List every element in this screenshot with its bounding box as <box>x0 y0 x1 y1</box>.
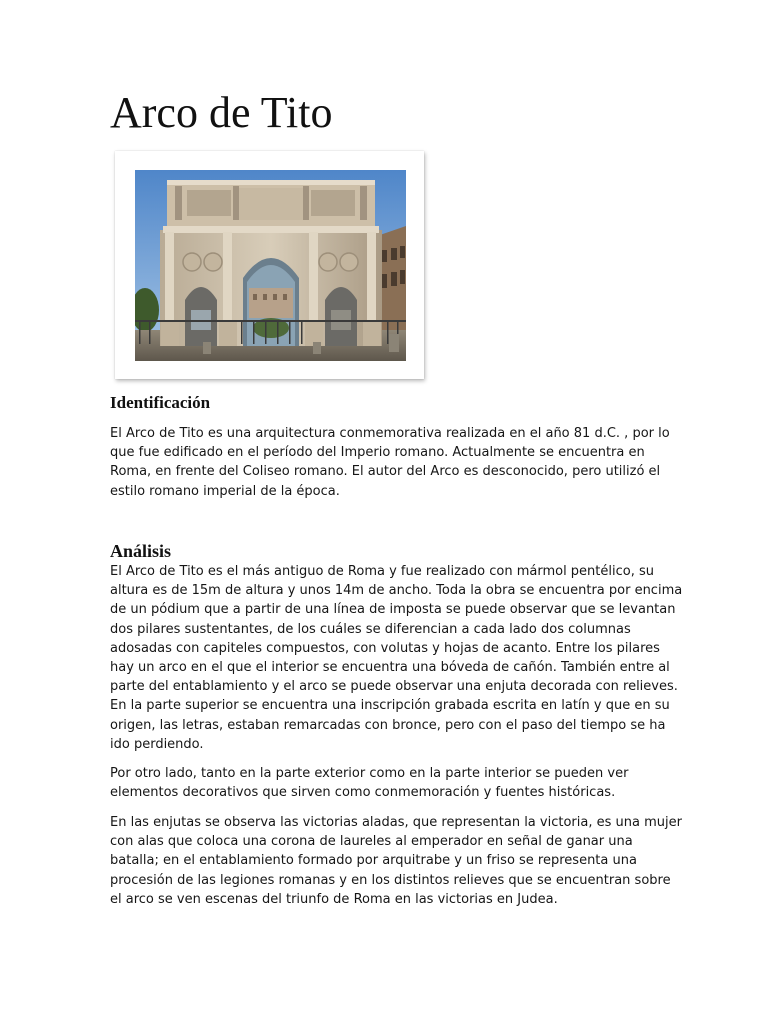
text-line: de un pódium que a partir de una línea de imposta se puede observar que se levantan <box>110 602 676 618</box>
text-line: batalla; en el entablamiento formado por arquitrabe y un friso se representa una <box>110 853 637 869</box>
text-line: altura es de 15m de altura y unos 14m de ancho. Toda la obra se encuentra por encima <box>110 583 683 599</box>
text-line: elementos decorativos que sirven como conmemoración y fuentes históricas. <box>110 785 616 801</box>
arch-figure <box>115 151 424 379</box>
section-heading-analisis: Análisis <box>110 541 172 561</box>
analisis-paragraph-1 <box>110 562 683 754</box>
section-heading-identificacion: Identificación <box>110 393 211 412</box>
text-line: adosadas con capiteles compuestos, con volutas y hojas de acanto. Entre los pilares <box>110 640 660 656</box>
document-title: Arco de Tito <box>110 88 333 137</box>
text-line: ido perdiendo. <box>110 736 204 752</box>
text-line: El Arco de Tito es el más antiguo de Roma y fue realizado con mármol pentélico, su <box>110 564 654 579</box>
text-line: Roma, en frente del Coliseo romano. El autor del Arco es desconocido, pero utilizó el <box>110 464 661 480</box>
identificacion-paragraph <box>110 424 670 501</box>
text-line: origen, las letras, estaban remarcadas con bronce, pero con el paso del tiempo se ha <box>110 717 666 733</box>
text-line: Por otro lado, tanto en la parte exterior como en la parte interior se pueden ver <box>110 766 629 781</box>
text-line: estilo romano imperial de la época. <box>110 483 340 499</box>
text-line: dos pilares sustentantes, de los cuáles se diferencian a cada lado dos columnas <box>110 621 631 637</box>
text-line: con alas que coloca una corona de laureles al emperador en señal de ganar una <box>110 834 633 850</box>
text-line: En las enjutas se observa las victorias aladas, que representan la victoria, es una mujer <box>110 815 682 830</box>
text-line: hay un arco en el que el interior se encuentra una bóveda de cañón. También entre al <box>110 660 670 676</box>
analisis-paragraph-2 <box>110 764 670 802</box>
text-line: El Arco de Tito es una arquitectura conmemorativa realizada en el año 81 d.C. , por lo <box>110 426 670 441</box>
text-line: procesión de las legiones romanas y en los distintos relieves que se encuentran sobre <box>110 872 671 888</box>
analisis-paragraph-3 <box>110 813 682 909</box>
text-line: En la parte superior se encuentra una inscripción grabada escrita en latín y que en su <box>110 698 670 714</box>
arch-photo <box>135 170 406 361</box>
text-line: el arco se ven escenas del triunfo de Roma en las victorias en Judea. <box>110 891 558 907</box>
text-line: parte del entablamiento y el arco se puede observar una enjuta decorada con relieves. <box>110 679 678 695</box>
text-line: que fue edificado en el período del Imperio romano. Actualmente se encuentra en <box>110 445 645 461</box>
